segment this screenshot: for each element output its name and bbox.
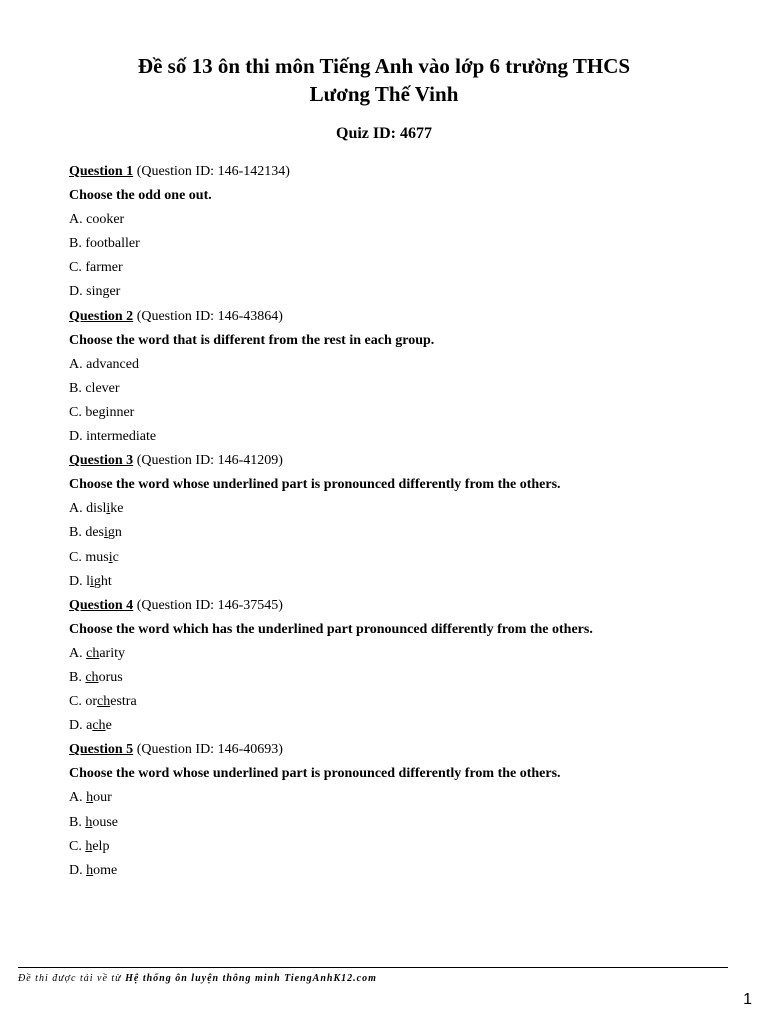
footer-brand: Hệ thống ôn luyện thông minh TiengAnhK12.com [125,973,377,984]
option-underlined-part: h [85,838,93,854]
answer-option [69,666,729,690]
option-letter: C. [69,404,82,420]
footer-prefix: Đề thi được tải về từ [18,973,122,984]
answer-option [69,835,729,859]
question-id: (Question ID: 146-41209) [136,453,283,469]
question-block [69,594,729,739]
option-letter: A. [69,501,83,517]
answer-option [69,425,729,449]
option-text-rest: c [112,549,119,565]
answer-option [69,280,729,304]
question-block [69,305,729,450]
option-text-rest: elp [92,838,110,854]
option-underlined-part: i [104,525,108,541]
footer-source [18,973,377,984]
answer-option [69,208,729,232]
option-letter: C. [69,838,82,854]
question-label: Question 2 [69,308,134,324]
option-text: farmer [85,260,123,276]
question-prompt: Choose the word which has the underlined part pronounced differently from the others. [69,621,593,637]
option-text-rest: gn [107,525,122,541]
option-letter: C. [69,549,82,565]
option-underlined-part: ch [86,645,100,661]
question-header [69,305,729,329]
option-letter: B. [69,525,82,541]
answer-option [69,642,729,666]
option-text: a [86,718,93,734]
answer-option [69,786,729,810]
title-line-2: Lương Thế Vinh [309,82,459,106]
option-letter: B. [69,814,82,830]
option-text-rest: our [93,790,112,806]
page-number: 1 [743,991,752,1008]
answer-option [69,401,729,425]
question-label: Question 3 [69,453,134,469]
answer-option [69,690,729,714]
option-underlined-part: h [86,862,94,878]
option-text: beginner [85,404,135,420]
option-letter: A. [69,212,83,228]
question-list [69,160,729,883]
answer-option [69,256,729,280]
option-letter: D. [69,573,83,589]
answer-option [69,232,729,256]
answer-option [69,811,729,835]
question-block [69,449,729,594]
option-letter: C. [69,260,82,276]
question-prompt: Choose the odd one out. [69,188,212,204]
option-underlined-part: i [90,573,94,589]
option-letter: D. [69,718,83,734]
option-letter: B. [69,380,82,396]
option-text-rest: orus [98,669,123,685]
option-text: cooker [86,212,125,228]
option-text: clever [85,380,120,396]
option-text-rest: ke [110,501,124,517]
option-letter: C. [69,694,82,710]
question-label: Question 1 [69,164,134,179]
question-label: Question 4 [69,597,134,613]
option-underlined-part: ch [92,718,106,734]
option-text: intermediate [86,429,157,445]
question-prompt: Choose the word whose underlined part is pronounced differently from the others. [69,477,561,493]
quiz-id: Quiz ID: 4677 [336,125,432,142]
option-underlined-part: i [108,549,113,565]
option-text: des [85,525,105,541]
option-underlined-part: ch [97,694,111,710]
answer-option [69,859,729,883]
option-letter: D. [69,284,83,300]
option-text: footballer [85,236,140,252]
option-letter: D. [69,862,83,878]
option-text-rest: ome [93,862,118,878]
option-text: disl [86,501,107,517]
answer-option [69,377,729,401]
answer-option [69,521,729,545]
answer-option [69,497,729,521]
option-text-rest: ouse [92,814,119,830]
question-block [69,160,729,305]
option-text-rest: e [105,718,112,734]
option-text: singer [86,284,121,300]
option-letter: D. [69,429,83,445]
option-letter: B. [69,236,82,252]
option-text-rest: ght [93,573,112,589]
question-id: (Question ID: 146-142134) [136,164,290,179]
answer-option [69,546,729,570]
answer-option [69,570,729,594]
footer-divider [18,967,728,968]
question-header [69,160,729,184]
option-letter: B. [69,669,82,685]
answer-option [69,714,729,738]
question-block [69,738,729,883]
document-title [0,52,768,108]
question-id: (Question ID: 146-40693) [136,742,283,758]
question-prompt: Choose the word that is different from the rest in each group. [69,332,435,348]
option-letter: A. [69,790,83,806]
option-text-rest: arity [99,645,125,661]
question-header [69,449,729,473]
question-label: Question 5 [69,742,134,758]
option-letter: A. [69,356,83,372]
option-text: advanced [86,356,139,372]
question-id: (Question ID: 146-43864) [136,308,283,324]
option-text-rest: estra [110,694,137,710]
option-underlined-part: ch [85,669,99,685]
option-text: mus [85,549,109,565]
title-line-1: Đề số 13 ôn thi môn Tiếng Anh vào lớp 6 trường THCS [137,54,631,78]
option-text: l [86,573,91,589]
question-header [69,738,729,762]
question-header [69,594,729,618]
question-prompt: Choose the word whose underlined part is pronounced differently from the others. [69,766,561,782]
question-id: (Question ID: 146-37545) [136,597,283,613]
option-underlined-part: i [106,501,111,517]
option-text: or [85,694,98,710]
answer-option [69,353,729,377]
option-underlined-part: h [85,814,93,830]
option-underlined-part: h [86,790,94,806]
option-letter: A. [69,645,83,661]
